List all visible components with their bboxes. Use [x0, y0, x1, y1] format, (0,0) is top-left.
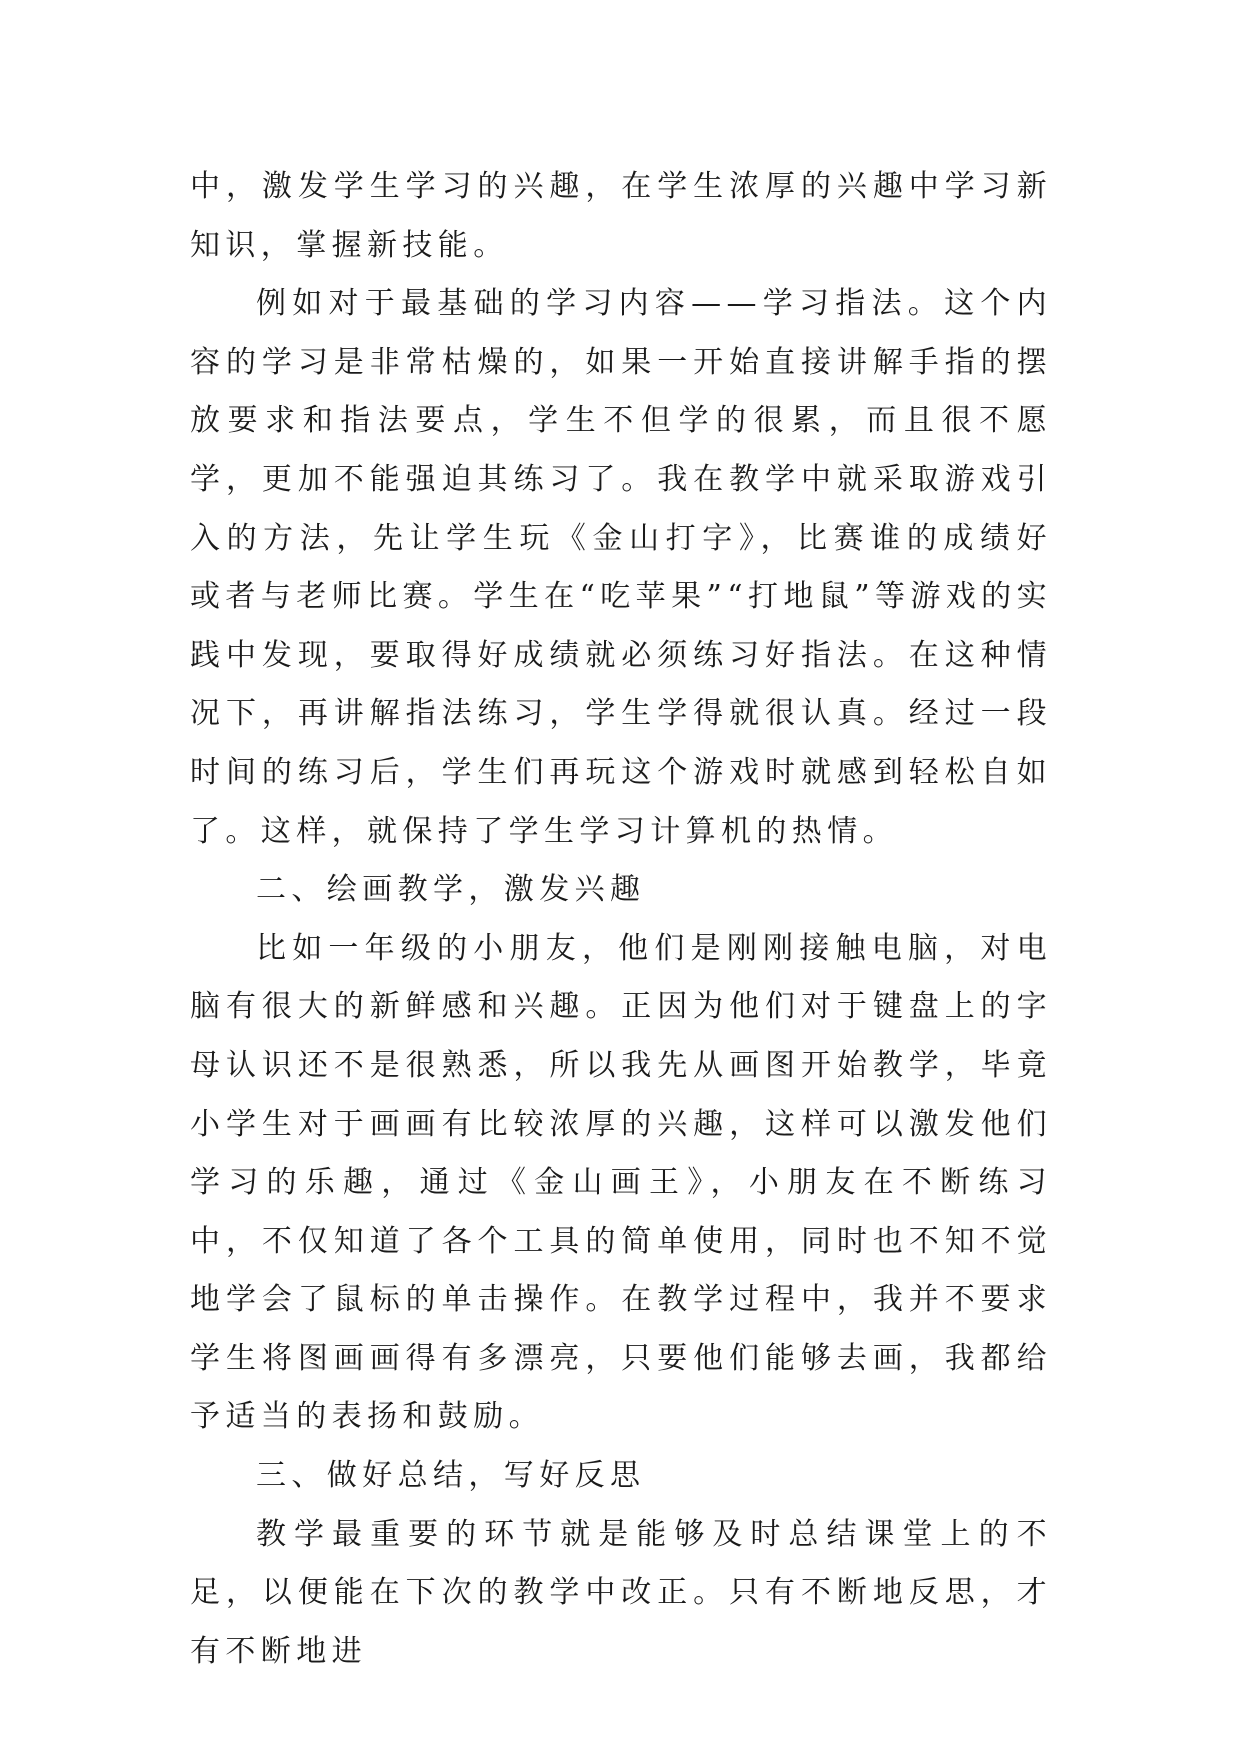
- paragraph-reflection: 教学最重要的环节就是能够及时总结课堂上的不足，以便能在下次的教学中改正。只有不断地反思，才有不断地进: [190, 1516, 1052, 1669]
- document-body: [190, 158, 1052, 1681]
- paragraph-drawing: 比如一年级的小朋友，他们是刚刚接触电脑，对电脑有很大的新鲜感和兴趣。正因为他们对于键盘上的字母认识还不是很熟悉，所以我先从画图开始教学，毕竟小学生对于画画有比较浓厚的兴趣，这样可以激发他们学习的乐趣，通过《金山画王》，小朋友在不断练习中，不仅知道了各个工具的简单使用，同时也不知不觉地学会了鼠标的单击操作。在教学过程中，我并不要求学生将图画画得有多漂亮，只要他们能够去画，我都给予适当的表扬和鼓励。: [190, 930, 1052, 1435]
- section-heading-drawing: 二、绘画教学，激发兴趣: [256, 872, 646, 908]
- paragraph-continuation: 中，激发学生学习的兴趣，在学生浓厚的兴趣中学习新知识，掌握新技能。: [190, 169, 1052, 263]
- section-heading-reflection: 三、做好总结，写好反思: [256, 1458, 646, 1494]
- paragraph-typing-example: 例如对于最基础的学习内容——学习指法。这个内容的学习是非常枯燥的，如果一开始直接讲解手指的摆放要求和指法要点，学生不但学的很累，而且很不愿学，更加不能强迫其练习了。我在教学中就采取游戏引入的方法，先让学生玩《金山打字》，比赛谁的成绩好或者与老师比赛。学生在“吃苹果”“打地鼠”等游戏的实践中发现，要取得好成绩就必须练习好指法。在这种情况下，再讲解指法练习，学生学得就很认真。经过一段时间的练习后，学生们再玩这个游戏时就感到轻松自如了。这样，就保持了学生学习计算机的热情。: [190, 286, 1052, 849]
